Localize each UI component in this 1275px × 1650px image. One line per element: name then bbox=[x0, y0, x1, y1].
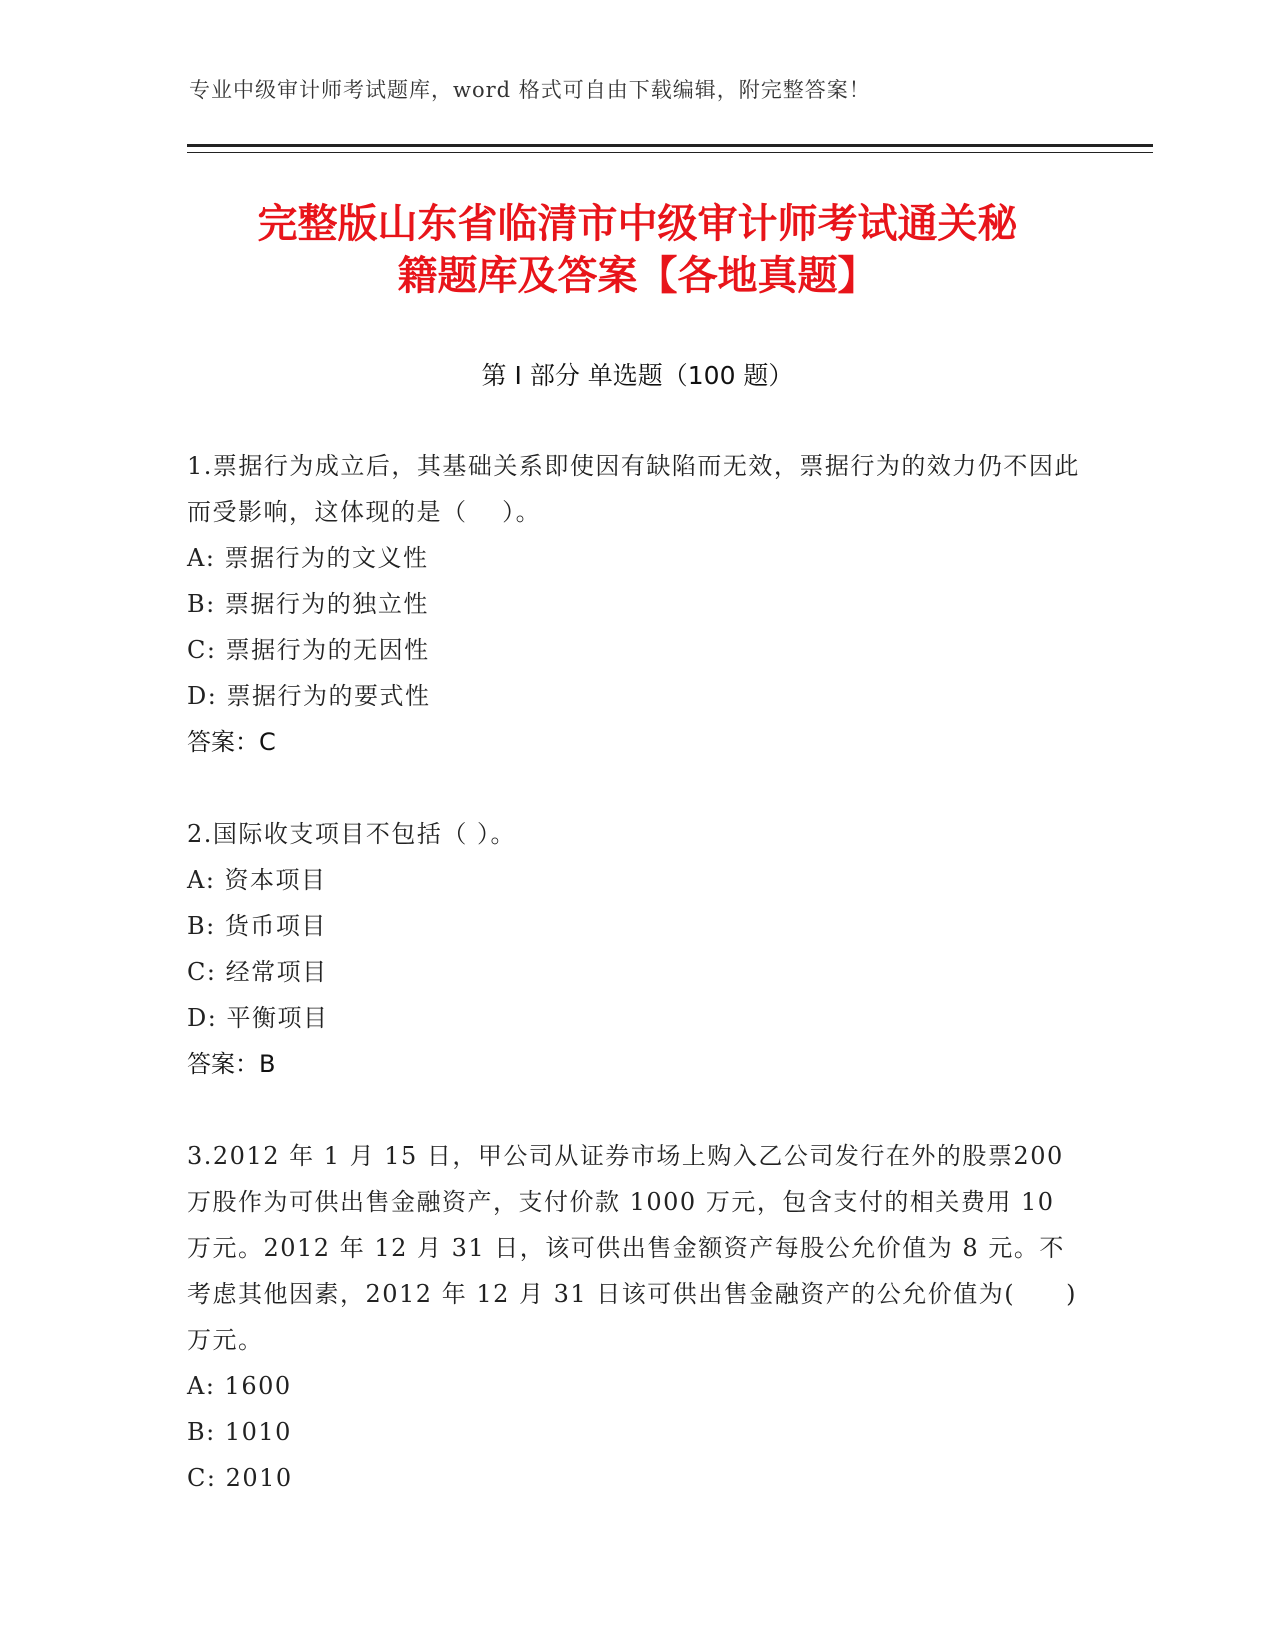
question-stem: 3.2012 年 1 月 15 日，甲公司从证券市场上购入乙公司发行在外的股票200 万股作为可供出售金融资产，支付价款 1000 万元，包含支付的相关费用 10 万元。2012 年 12 月 31 日，该可供出售金额资产每股公允价值为 8 元。不考虑其他因素，2012 年 12 月 31 日该可供出售金融资产的公允价值为( )万元。 bbox=[187, 1142, 1078, 1354]
header-divider-thick bbox=[187, 144, 1153, 147]
option-c: C: 票据行为的无因性 bbox=[187, 636, 430, 664]
question-stem: 2.国际收支项目不包括（ ）。 bbox=[187, 820, 517, 848]
question-stem: 1.票据行为成立后，其基础关系即使因有缺陷而无效，票据行为的效力仍不因此而受影响，这体现的是（ ）。 bbox=[187, 452, 1080, 526]
question-list bbox=[187, 443, 1087, 1547]
option-b: B: 1010 bbox=[187, 1418, 292, 1446]
document-title bbox=[150, 198, 1125, 302]
option-a: A: 1600 bbox=[187, 1372, 292, 1400]
option-b: B: 货币项目 bbox=[187, 912, 327, 940]
question-3 bbox=[187, 1133, 1087, 1501]
question-2 bbox=[187, 811, 1087, 1087]
option-b: B: 票据行为的独立性 bbox=[187, 590, 429, 618]
header-divider-thin bbox=[187, 152, 1153, 153]
option-a: A: 资本项目 bbox=[187, 866, 327, 894]
option-d: D: 票据行为的要式性 bbox=[187, 682, 431, 710]
answer: 答案：C bbox=[187, 728, 276, 756]
option-d: D: 平衡项目 bbox=[187, 1004, 329, 1032]
question-1 bbox=[187, 443, 1087, 765]
header-note: 专业中级审计师考试题库，word 格式可自由下载编辑，附完整答案！ bbox=[189, 78, 871, 102]
answer: 答案：B bbox=[187, 1050, 276, 1078]
option-a: A: 票据行为的文义性 bbox=[187, 544, 429, 572]
section-title: 第 I 部分 单选题（100 题） bbox=[481, 361, 794, 390]
option-c: C: 2010 bbox=[187, 1464, 293, 1492]
document-title-line-1: 完整版山东省临清市中级审计师考试通关秘 bbox=[257, 201, 1018, 247]
option-c: C: 经常项目 bbox=[187, 958, 328, 986]
document-title-line-2: 籍题库及答案【各地真题】 bbox=[397, 253, 878, 299]
